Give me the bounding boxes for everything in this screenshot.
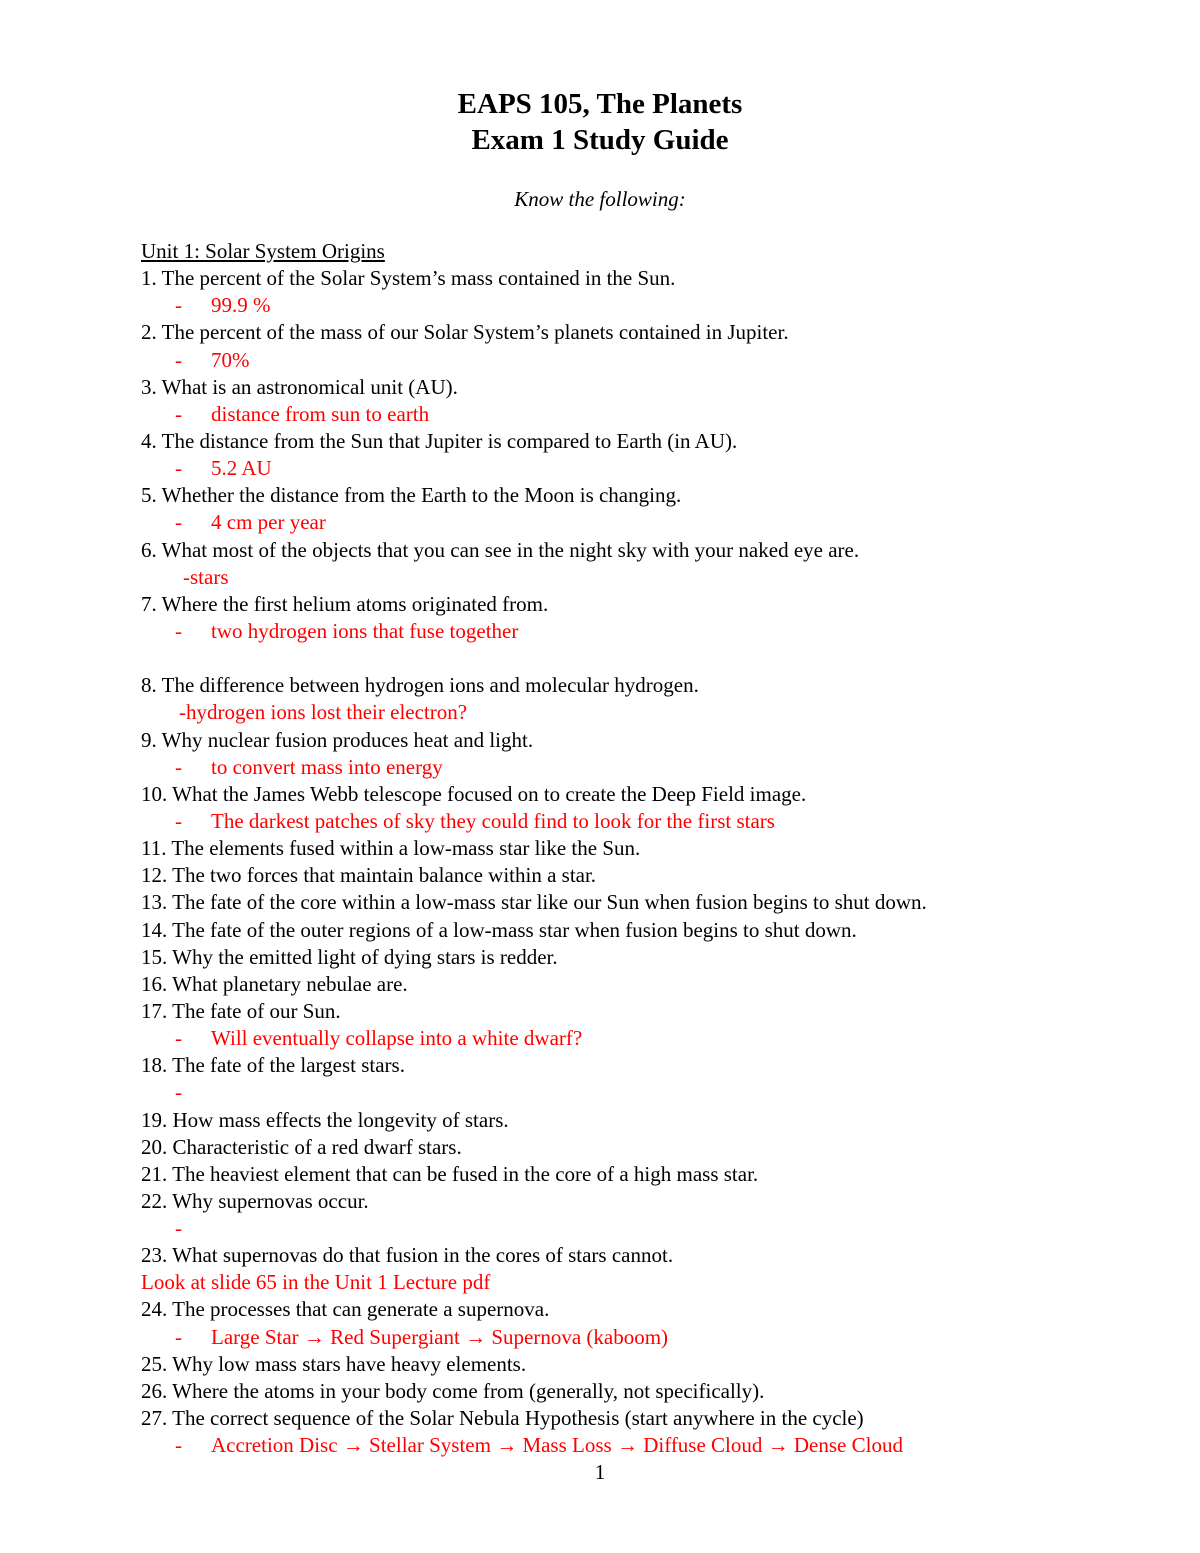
question-item: 10. What the James Webb telescope focused on to create the Deep Field image. xyxy=(141,781,807,806)
answer-text: 99.9 % xyxy=(211,293,271,318)
answer-text: distance from sun to earth xyxy=(211,401,430,426)
answer-item xyxy=(141,347,1141,374)
answer-bullet: - xyxy=(175,808,182,833)
answer-bullet: - xyxy=(175,1324,182,1349)
question-item: 24. The processes that can generate a supernova. xyxy=(141,1297,550,1322)
answer-item xyxy=(141,1432,1141,1459)
answer-bullet: - xyxy=(175,456,182,481)
answer-item xyxy=(141,618,1141,645)
answer-item xyxy=(141,455,1141,482)
question-list xyxy=(141,265,1141,1459)
answer-text: to convert mass into energy xyxy=(211,754,443,779)
question-item: 18. The fate of the largest stars. xyxy=(141,1053,405,1078)
answer-item xyxy=(141,1215,1141,1242)
answer-bullet: - xyxy=(175,510,182,535)
question-item: 26. Where the atoms in your body come from (generally, not specifically). xyxy=(141,1378,765,1403)
question-item: 25. Why low mass stars have heavy elements. xyxy=(141,1351,527,1376)
unit-heading: Unit 1: Solar System Origins xyxy=(141,239,385,263)
answer-item xyxy=(141,292,1141,319)
answer-bullet: - xyxy=(175,754,182,779)
question-item: 13. The fate of the core within a low-mass star like our Sun when fusion begins to shut down. xyxy=(141,890,927,915)
answer-bullet: - xyxy=(175,1026,182,1051)
answer-item xyxy=(141,808,1141,835)
answer-text: The darkest patches of sky they could find to look for the first stars xyxy=(211,808,775,833)
answer-item xyxy=(141,1324,1141,1351)
answer-item: -stars xyxy=(183,564,229,589)
question-item: 3. What is an astronomical unit (AU). xyxy=(141,374,458,399)
question-item: 22. Why supernovas occur. xyxy=(141,1188,369,1213)
question-item: 21. The heaviest element that can be fused in the core of a high mass star. xyxy=(141,1161,759,1186)
question-item: 12. The two forces that maintain balance within a star. xyxy=(141,863,597,888)
question-item: 2. The percent of the mass of our Solar System’s planets contained in Jupiter. xyxy=(141,320,789,345)
question-item: 11. The elements fused within a low-mass star like the Sun. xyxy=(141,836,641,861)
question-item: 23. What supernovas do that fusion in the cores of stars cannot. xyxy=(141,1243,674,1268)
document-subtitle: Exam 1 Study Guide xyxy=(471,124,729,156)
blank-line xyxy=(141,645,1141,672)
answer-bullet: - xyxy=(175,401,182,426)
answer-item xyxy=(141,754,1141,781)
question-item: 6. What most of the objects that you can see in the night sky with your naked eye are. xyxy=(141,537,860,562)
answer-bullet: - xyxy=(175,1433,182,1458)
answer-item xyxy=(141,401,1141,428)
answer-text: Accretion Disc → Stellar System → Mass Loss → Diffuse Cloud → Dense Cloud xyxy=(211,1433,903,1458)
question-item: 4. The distance from the Sun that Jupiter is compared to Earth (in AU). xyxy=(141,428,738,453)
answer-bullet: - xyxy=(175,618,182,643)
question-item: 20. Characteristic of a red dwarf stars. xyxy=(141,1134,462,1159)
question-item: 16. What planetary nebulae are. xyxy=(141,971,408,996)
question-item: 17. The fate of our Sun. xyxy=(141,998,341,1023)
answer-bullet: - xyxy=(175,347,182,372)
answer-bullet: - xyxy=(175,1216,182,1241)
question-item: 8. The difference between hydrogen ions and molecular hydrogen. xyxy=(141,673,699,698)
question-item: 19. How mass effects the longevity of stars. xyxy=(141,1107,509,1132)
page-number: 1 xyxy=(594,1460,606,1484)
study-guide-content xyxy=(141,238,1141,1459)
answer-item xyxy=(141,1025,1141,1052)
question-item: 1. The percent of the Solar System’s mass contained in the Sun. xyxy=(141,266,676,291)
answer-text: 70% xyxy=(211,347,250,372)
answer-text: Large Star → Red Supergiant → Supernova (kaboom) xyxy=(211,1324,669,1349)
question-item: 14. The fate of the outer regions of a low-mass star when fusion begins to shut down. xyxy=(141,917,857,942)
document-title: EAPS 105, The Planets xyxy=(457,88,743,120)
answer-item xyxy=(141,1079,1141,1106)
question-item: 27. The correct sequence of the Solar Nebula Hypothesis (start anywhere in the cycle) xyxy=(141,1406,864,1431)
question-item: 15. Why the emitted light of dying stars is redder. xyxy=(141,944,558,969)
answer-bullet: - xyxy=(175,1080,182,1105)
answer-text: two hydrogen ions that fuse together xyxy=(211,618,519,643)
answer-text: 5.2 AU xyxy=(211,456,272,481)
question-item: 5. Whether the distance from the Earth to the Moon is changing. xyxy=(141,483,682,508)
answer-item: -hydrogen ions lost their electron? xyxy=(179,700,468,725)
note-line: Look at slide 65 in the Unit 1 Lecture pdf xyxy=(141,1270,491,1295)
answer-text: 4 cm per year xyxy=(211,510,326,535)
question-item: 7. Where the first helium atoms originated from. xyxy=(141,591,549,616)
answer-bullet: - xyxy=(175,293,182,318)
answer-text: Will eventually collapse into a white dwarf? xyxy=(211,1026,583,1051)
answer-item xyxy=(141,509,1141,536)
question-item: 9. Why nuclear fusion produces heat and light. xyxy=(141,727,534,752)
intro-text: Know the following: xyxy=(514,187,686,211)
